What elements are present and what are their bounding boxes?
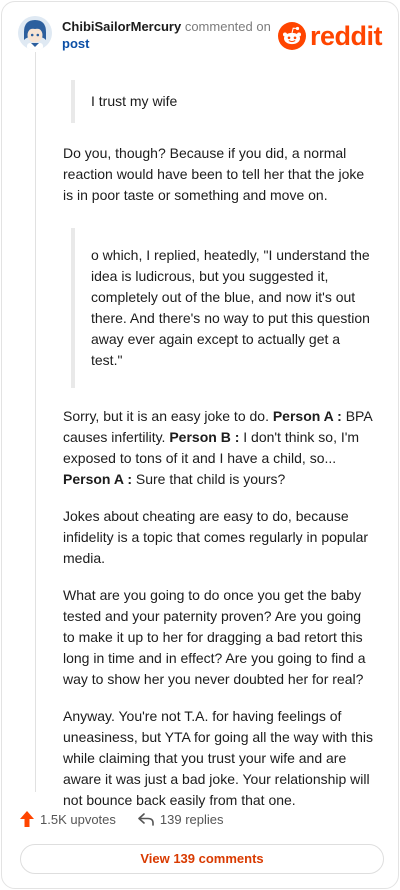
comment-paragraph: What are you going to do once you get the baby tested and your paternity proven? Are you going to make it up to her for dragging a bad retort this long in time and in effect? Are you going to find a way to show her you never doubted her for real? [63, 587, 366, 687]
blockquote [71, 228, 375, 388]
avatar-icon [18, 16, 52, 50]
comment-header [18, 14, 382, 58]
text-span: I don't think so, I'm exposed to tons of it and I have a child, so... [63, 429, 360, 466]
text-span: BPA causes infertility. [63, 408, 372, 445]
post-link[interactable]: post [62, 36, 90, 51]
bold-speaker: Person A : [272, 408, 342, 424]
comment-meta [62, 18, 271, 52]
blockquote [71, 80, 375, 123]
reddit-logo[interactable] [278, 22, 382, 50]
commented-on-text: commented on [184, 19, 271, 34]
bold-speaker: Person B : [169, 429, 240, 445]
thread-line[interactable] [35, 52, 36, 792]
bold-speaker: Person A : [63, 471, 132, 487]
reply-arrow-icon [138, 812, 154, 826]
quote-text: o which, I replied, heatedly, "I understand the idea is ludicrous, but you suggested it, completely out of the blue, and now it's out there. And there's no way to put this question away ever again except to actually get a test." [91, 247, 370, 368]
upvote-button[interactable] [20, 811, 116, 827]
comment-body [63, 80, 375, 811]
comment-paragraph: Jokes about cheating are easy to do, because infidelity is a topic that comes regularly in popular media. [63, 508, 369, 566]
username-link[interactable]: ChibiSailorMercury [62, 19, 182, 34]
comment-card [1, 1, 399, 889]
comment-paragraph: Do you, though? Because if you did, a normal reaction would have been to tell her that the joke is in poor taste or something and move on. [63, 145, 365, 203]
reddit-snoo-icon [278, 22, 306, 50]
quote-text: I trust my wife [91, 93, 178, 109]
comment-actions [20, 808, 246, 830]
reply-button[interactable] [138, 812, 224, 827]
view-comments-button[interactable]: View 139 comments [20, 844, 384, 874]
upvote-arrow-icon [20, 811, 34, 827]
text-span: Sure that child is yours? [135, 471, 286, 487]
reply-count: 139 replies [159, 811, 224, 827]
user-avatar[interactable] [18, 16, 52, 50]
comment-paragraph [63, 406, 375, 490]
reddit-wordmark: reddit [309, 21, 382, 51]
comment-paragraph: Anyway. You're not T.A. for having feelings of uneasiness, but YTA for going all the way with this while claiming that you trust your wife and are aware it was just a bad joke. Your relationship will not bounce back easily from that one. [63, 708, 373, 808]
upvote-count: 1.5K upvotes [40, 811, 116, 827]
text-span: Sorry, but it is an easy joke to do. [63, 408, 269, 424]
